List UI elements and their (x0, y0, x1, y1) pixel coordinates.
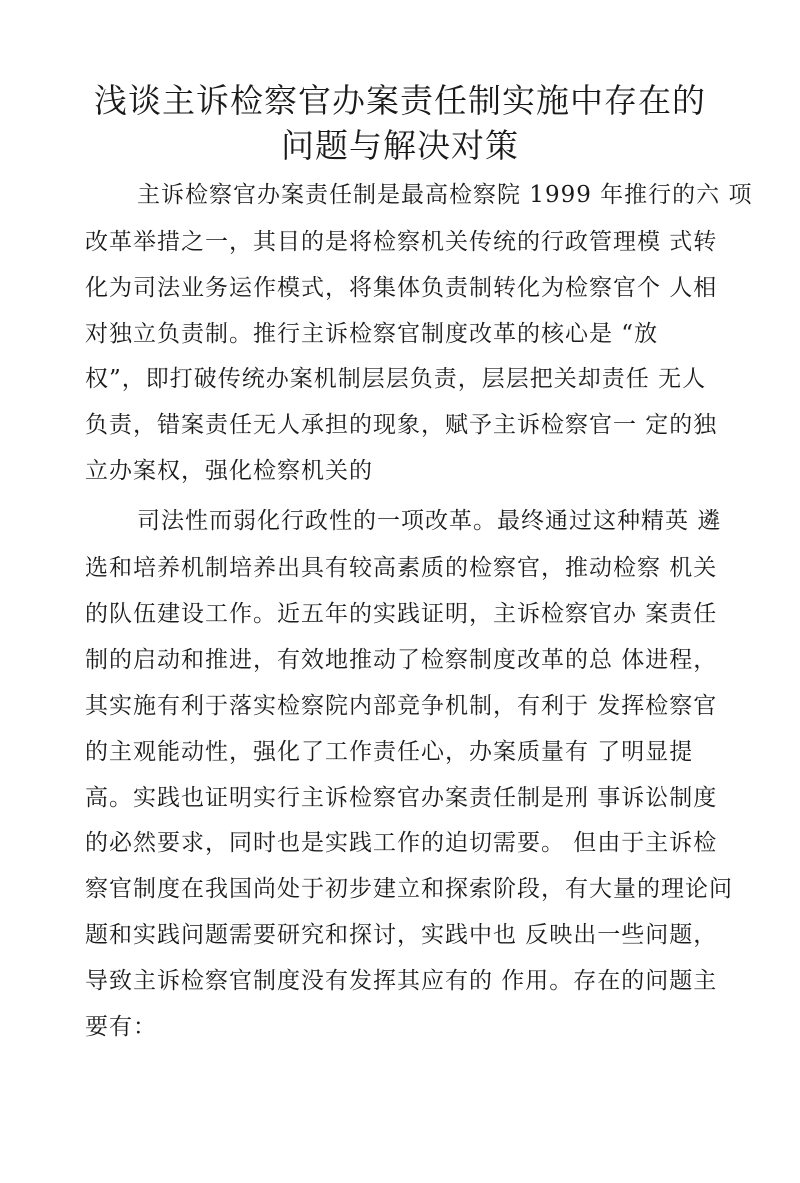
paragraph-2-line: 的主观能动性，强化了工作责任心，办案质量有 了明显提 (85, 739, 694, 765)
paragraph-1-line: 立办案权，强化检察机关的 (85, 458, 373, 484)
paragraph-1-line: 权”，即打破传统办案机制层层负责，层层把关却责任 无人 (85, 366, 707, 392)
paragraph-1-line: 负责，错案责任无人承担的现象，赋予主诉检察官一 定的独 (85, 412, 718, 438)
paragraph-2-line: 题和实践问题需要研究和探讨，实践中也 反映出一些问题， (85, 922, 718, 948)
paragraph-2-line: 选和培养机制培养出具有较高素质的检察官，推动检察 机关 (85, 555, 718, 581)
paragraph-2-line: 的队伍建设工作。近五年的实践证明，主诉检察官办 案责任 (85, 601, 718, 627)
document-title-line-1: 浅谈主诉检察官办案责任制实施中存在的 (94, 81, 706, 120)
paragraph-2-line: 导致主诉检察官制度没有发挥其应有的 作用。存在的问题主 (85, 968, 718, 994)
document-title-line-2: 问题与解决对策 (281, 126, 519, 165)
paragraph-1-line: 对独立负责制。推行主诉检察官制度改革的核心是 “放 (85, 321, 659, 347)
paragraph-1-line: 化为司法业务运作模式，将集体负责制转化为检察官个 人相 (85, 275, 718, 301)
paragraph-1-line: 改革举措之一，其目的是将检察机关传统的行政管理模 式转 (85, 229, 718, 255)
paragraph-2-line: 要有： (85, 1014, 157, 1040)
paragraph-1-line: 主诉检察官办案责任制是最高检察院 1999 年推行的六 项 (137, 182, 753, 208)
paragraph-2-line: 察官制度在我国尚处于初步建立和探索阶段，有大量的理论问 (85, 876, 733, 902)
paragraph-2-line: 其实施有利于落实检察院内部竞争机制，有利于 发挥检察官 (85, 693, 718, 719)
paragraph-2-line: 的必然要求，同时也是实践工作的迫切需要。 但由于主诉检 (85, 830, 718, 856)
paragraph-2-line: 高。实践也证明实行主诉检察官办案责任制是刑 事诉讼制度 (85, 785, 718, 811)
paragraph-2-line: 制的启动和推进，有效地推动了检察制度改革的总 体进程， (85, 647, 718, 673)
paragraph-2-line: 司法性而弱化行政性的一项改革。最终通过这种精英 遴 (137, 508, 722, 534)
